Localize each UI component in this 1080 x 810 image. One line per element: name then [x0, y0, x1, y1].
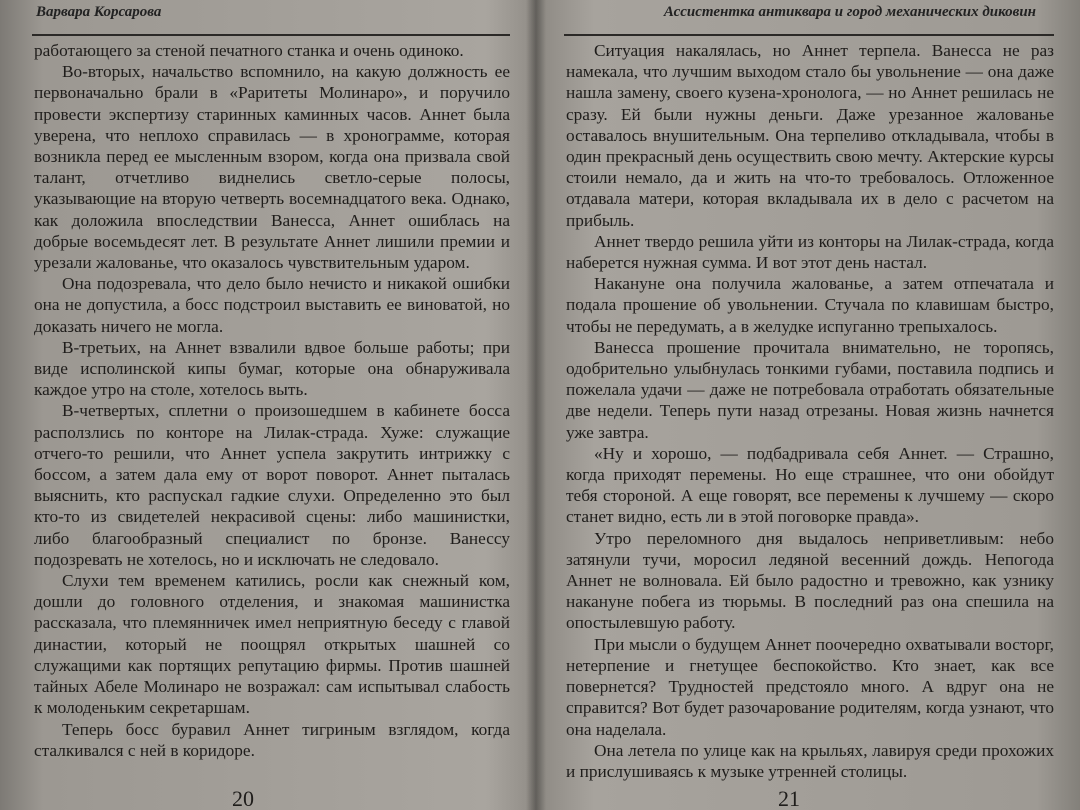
left-paragraph: работающего за стеной печатного станка и очень одиноко.: [34, 41, 464, 60]
right-page-number: 21: [778, 786, 800, 810]
left-page-text: [34, 40, 510, 761]
left-page: [0, 0, 534, 810]
right-paragraph: Накануне она получила жалованье, а затем отпечатала и подала прошение об увольнении. Стучала по клавишам быстро, чтобы не передумать, а в желудке испуганно трепыхалось.: [566, 274, 1054, 336]
right-paragraph: Ситуация накалялась, но Аннет терпела. Ванесса не раз намекала, что лучшим выходом стало бы увольнение — она даже нашла замену, своего кузена-хронолога, — но Аннет решилась не сразу. Ей были нужны деньги. Даже урезанное жалованье оставалось внушительным. Она терпеливо откладывала, чтобы в один прекрасный день осуществить свою мечту. Актерские курсы стоили немало, да и жить на что-то требовалось. Отложенное отдавала матери, которая вкладывала их в дело с расчетом на прибыль.: [566, 41, 1054, 230]
right-running-head: Ассистентка антиквара и город механических диковин: [663, 4, 1036, 20]
right-header-rule: [564, 34, 1054, 36]
left-running-head: Варвара Корсарова: [36, 4, 162, 20]
right-page: [538, 0, 1080, 810]
right-paragraph: Она летела по улице как на крыльях, лавируя среди прохожих и прислушиваясь к музыке утренней столицы.: [566, 740, 1054, 781]
right-page-text: [566, 40, 1054, 782]
left-page-number: 20: [232, 786, 254, 810]
left-paragraph: Теперь босс буравил Аннет тигриным взглядом, когда сталкивался с ней в коридоре.: [34, 719, 510, 760]
right-paragraph: Аннет твердо решила уйти из конторы на Лилак-страда, когда наберется нужная сумма. И вот этот день настал.: [566, 231, 1054, 273]
right-paragraph: Утро переломного дня выдалось неприветливым: небо затянули тучи, моросил ледяной весенний дождь. Непогода Аннет не волновала. Ей было радостно и тревожно, как узнику накануне побега из тюрьмы. В последний раз она спешила на опостылевшую работу.: [566, 528, 1054, 633]
left-paragraph: Слухи тем временем катились, росли как снежный ком, дошли до головного отделения, и знакомая машинистка рассказала, что племянничек имел неприятную беседу с главой династии, который не поощрял открытых шашней со служащими как портящих репутацию фирмы. Против шашней тайных Абеле Молинаро не возражал: сам испытывал слабость к молоденьким секретаршам.: [34, 571, 510, 718]
left-header-rule: [32, 34, 510, 36]
left-paragraph: В-четвертых, сплетни о произошедшем в кабинете босса расползлись по конторе на Лилак-страда. Хуже: служащие отчего-то решили, что Аннет успела закрутить интрижку с боссом, а затем дала ему от ворот поворот. Аннет пыталась выяснить, кто распускал гадкие слухи. Определенно это был кто-то из свидетелей некрасивой сцены: либо машинистки, либо благообразный специалист по бронзе. Ванессу подозревать не хотелось, но и исключать не следовало.: [34, 401, 510, 569]
right-paragraph: «Ну и хорошо, — подбадривала себя Аннет. — Страшно, когда приходят перемены. Но еще страшнее, что они обойдут тебя стороной. А еще говорят, все перемены к лучшему — скоро станет видно, есть ли в этой поговорке правда».: [566, 443, 1054, 527]
left-paragraph: В-третьих, на Аннет взвалили вдвое больше работы; при виде исполинской кипы бумаг, которые она обнаруживала каждое утро на столе, хотелось выть.: [34, 337, 510, 400]
right-paragraph: Ванесса прошение прочитала внимательно, не торопясь, одобрительно улыбнулась тонкими губами, поставила подпись и пожелала удачи — даже не потребовала отработать обязательные две недели. Теперь пути назад отрезаны. Новая жизнь начнется уже завтра.: [566, 337, 1054, 442]
left-paragraph: Она подозревала, что дело было нечисто и никакой ошибки она не допустила, а босс подстроил выставить ее виноватой, но доказать ничего не могла.: [34, 274, 510, 336]
right-paragraph: При мысли о будущем Аннет поочередно охватывали восторг, нетерпение и гнетущее беспокойство. Кто знает, как все повернется? Трудностей предстояло много. А вдруг она не справится? Вот будет разочарование родителям, когда узнают, что она наделала.: [566, 634, 1054, 739]
left-paragraph: Во-вторых, начальство вспомнило, на какую должность ее первоначально брали в «Раритеты Молинаро», и поручило провести экспертизу старинных каминных часов. Аннет была уверена, что неплохо справилась — в хронограмме, которая возникла перед ее мысленным взором, когда она призвала свой талант, отчетливо виднелись светло-серые полосы, указывающие на вторую четверть восемнадцатого века. Однако, как доложила впоследствии Ванесса, Аннет ошиблась на добрые восемьдесят лет. В результате Аннет лишили премии и урезали жалованье, что оказалось чувствительным ударом.: [34, 62, 510, 273]
